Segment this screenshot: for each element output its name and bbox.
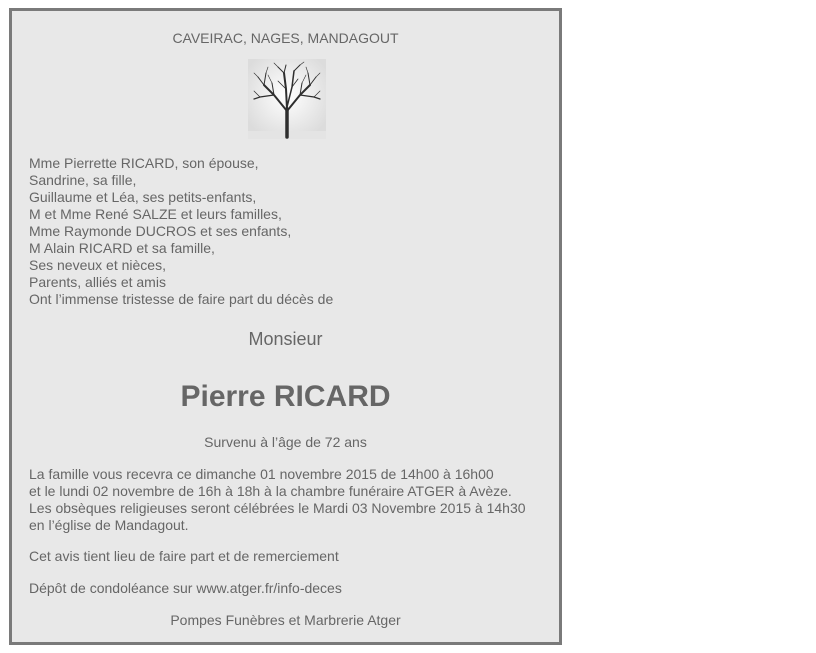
visitation-info xyxy=(29,466,526,534)
family-line: M Alain RICARD et sa famille, xyxy=(29,240,215,256)
deceased-title: Monsieur xyxy=(248,329,323,349)
family-line: M et Mme René SALZE et leurs familles, xyxy=(29,206,282,222)
deceased-age: Survenu à l’âge de 72 ans xyxy=(204,434,367,450)
family-line: Ses neveux et nièces, xyxy=(29,257,166,273)
funeral-home-name: Pompes Funèbres et Marbrerie Atger xyxy=(170,612,401,628)
family-line: Ont l’immense tristesse de faire part du décès de xyxy=(29,291,334,307)
bare-tree-icon xyxy=(248,59,326,139)
visitation-line: La famille vous recevra ce dimanche 01 novembre 2015 de 14h00 à 16h00 xyxy=(29,466,494,482)
acknowledgement-note: Cet avis tient lieu de faire part et de remerciement xyxy=(29,548,339,564)
visitation-line: en l’église de Mandagout. xyxy=(29,517,189,533)
family-line: Sandrine, sa fille, xyxy=(29,172,137,188)
obituary-notice xyxy=(9,8,562,645)
visitation-line: Les obsèques religieuses seront célébrées le Mardi 03 Novembre 2015 à 14h30 xyxy=(29,500,526,516)
family-line: Parents, alliés et amis xyxy=(29,274,166,290)
family-line: Mme Raymonde DUCROS et ses enfants, xyxy=(29,223,292,239)
locality-header: CAVEIRAC, NAGES, MANDAGOUT xyxy=(172,30,399,46)
condolence-line: Dépôt de condoléance sur www.atger.fr/info-deces xyxy=(29,580,342,596)
visitation-line: et le lundi 02 novembre de 16h à 18h à la chambre funéraire ATGER à Avèze. xyxy=(29,483,512,499)
deceased-name: Pierre RICARD xyxy=(180,380,391,413)
family-line: Mme Pierrette RICARD, son épouse, xyxy=(29,155,259,171)
family-line: Guillaume et Léa, ses petits-enfants, xyxy=(29,189,257,205)
family-list xyxy=(29,155,333,308)
